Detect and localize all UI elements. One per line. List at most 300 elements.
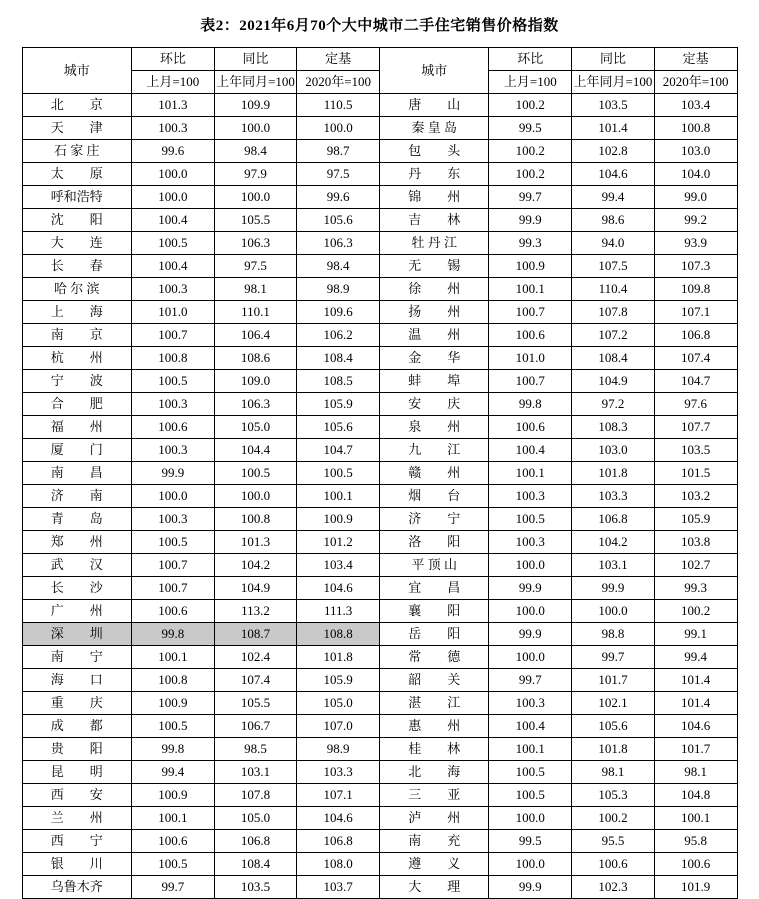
- value-base-left: 106.3: [297, 232, 380, 255]
- value-yoy-right: 104.6: [572, 163, 655, 186]
- table-body: [22, 94, 737, 899]
- value-mom-left: 100.8: [132, 669, 215, 692]
- city-name-left: 深 圳: [22, 623, 132, 646]
- value-yoy-left: 107.4: [214, 669, 297, 692]
- value-yoy-left: 108.6: [214, 347, 297, 370]
- value-mom-right: 100.0: [489, 853, 572, 876]
- value-mom-left: 100.0: [132, 186, 215, 209]
- table-row: [22, 554, 737, 577]
- value-yoy-left: 105.0: [214, 416, 297, 439]
- value-mom-left: 100.3: [132, 278, 215, 301]
- header-group-mom-left: 环比: [132, 48, 215, 71]
- value-yoy-left: 105.0: [214, 807, 297, 830]
- value-mom-left: 100.4: [132, 209, 215, 232]
- value-mom-left: 100.5: [132, 853, 215, 876]
- city-name-left: 宁 波: [22, 370, 132, 393]
- table-row: [22, 646, 737, 669]
- value-mom-left: 100.1: [132, 646, 215, 669]
- city-name-left: 北 京: [22, 94, 132, 117]
- value-base-left: 98.9: [297, 278, 380, 301]
- value-base-left: 108.0: [297, 853, 380, 876]
- city-name-right: 唐 山: [379, 94, 489, 117]
- page-title: 表2：2021年6月70个大中城市二手住宅销售价格指数: [200, 18, 559, 34]
- header-group-base-right: 定基: [654, 48, 737, 71]
- header-sub-base-left: 2020年=100: [297, 71, 380, 94]
- value-yoy-right: 98.8: [572, 623, 655, 646]
- table-row: [22, 784, 737, 807]
- value-yoy-right: 103.1: [572, 554, 655, 577]
- value-mom-left: 100.7: [132, 324, 215, 347]
- value-base-right: 102.7: [654, 554, 737, 577]
- value-yoy-left: 100.0: [214, 117, 297, 140]
- value-base-left: 103.4: [297, 554, 380, 577]
- value-base-left: 98.4: [297, 255, 380, 278]
- value-mom-right: 99.9: [489, 209, 572, 232]
- value-base-right: 99.4: [654, 646, 737, 669]
- value-mom-left: 100.8: [132, 347, 215, 370]
- city-name-right: 蚌 埠: [379, 370, 489, 393]
- city-name-left: 沈 阳: [22, 209, 132, 232]
- value-mom-left: 100.0: [132, 163, 215, 186]
- value-yoy-right: 110.4: [572, 278, 655, 301]
- value-yoy-right: 104.2: [572, 531, 655, 554]
- value-base-right: 101.5: [654, 462, 737, 485]
- value-yoy-left: 109.9: [214, 94, 297, 117]
- value-yoy-right: 107.8: [572, 301, 655, 324]
- value-mom-right: 100.5: [489, 784, 572, 807]
- city-name-left: 重 庆: [22, 692, 132, 715]
- value-mom-left: 100.6: [132, 416, 215, 439]
- value-mom-right: 100.0: [489, 646, 572, 669]
- value-yoy-right: 103.3: [572, 485, 655, 508]
- value-yoy-right: 99.9: [572, 577, 655, 600]
- table-row: [22, 347, 737, 370]
- value-base-right: 107.1: [654, 301, 737, 324]
- value-mom-left: 100.7: [132, 577, 215, 600]
- city-name-left: 成 都: [22, 715, 132, 738]
- city-name-left: 长 沙: [22, 577, 132, 600]
- value-yoy-right: 106.8: [572, 508, 655, 531]
- value-yoy-left: 104.4: [214, 439, 297, 462]
- value-yoy-right: 102.1: [572, 692, 655, 715]
- city-name-right: 常 德: [379, 646, 489, 669]
- value-base-right: 99.1: [654, 623, 737, 646]
- value-yoy-right: 98.6: [572, 209, 655, 232]
- city-name-right: 岳 阳: [379, 623, 489, 646]
- value-base-left: 104.6: [297, 807, 380, 830]
- value-yoy-left: 106.7: [214, 715, 297, 738]
- value-base-right: 104.8: [654, 784, 737, 807]
- value-yoy-left: 106.4: [214, 324, 297, 347]
- table-row: [22, 94, 737, 117]
- table-row: [22, 508, 737, 531]
- table-row: [22, 462, 737, 485]
- value-mom-right: 100.5: [489, 508, 572, 531]
- value-yoy-left: 105.5: [214, 209, 297, 232]
- city-name-left: 济 南: [22, 485, 132, 508]
- header-city-right: 城市: [379, 48, 489, 94]
- value-yoy-right: 100.2: [572, 807, 655, 830]
- value-yoy-left: 104.2: [214, 554, 297, 577]
- value-base-left: 108.8: [297, 623, 380, 646]
- value-base-left: 101.2: [297, 531, 380, 554]
- value-mom-right: 100.3: [489, 692, 572, 715]
- value-base-left: 100.1: [297, 485, 380, 508]
- value-mom-left: 101.3: [132, 94, 215, 117]
- city-name-right: 包 头: [379, 140, 489, 163]
- city-name-right: 韶 关: [379, 669, 489, 692]
- city-name-right: 济 宁: [379, 508, 489, 531]
- city-name-right: 湛 江: [379, 692, 489, 715]
- value-base-left: 108.5: [297, 370, 380, 393]
- city-name-right: 平 顶 山: [379, 554, 489, 577]
- city-name-right: 秦 皇 岛: [379, 117, 489, 140]
- city-name-left: 南 京: [22, 324, 132, 347]
- value-mom-right: 99.8: [489, 393, 572, 416]
- value-base-left: 104.7: [297, 439, 380, 462]
- value-yoy-left: 100.0: [214, 485, 297, 508]
- value-base-right: 100.2: [654, 600, 737, 623]
- value-base-right: 99.2: [654, 209, 737, 232]
- city-name-left: 乌鲁木齐: [22, 876, 132, 899]
- value-yoy-right: 105.3: [572, 784, 655, 807]
- city-name-left: 昆 明: [22, 761, 132, 784]
- city-name-right: 丹 东: [379, 163, 489, 186]
- table-row: [22, 186, 737, 209]
- city-name-left: 大 连: [22, 232, 132, 255]
- header-sub-yoy-left: 上年同月=100: [214, 71, 297, 94]
- value-yoy-right: 99.7: [572, 646, 655, 669]
- table-row: [22, 853, 737, 876]
- header-row-top: [22, 48, 737, 71]
- value-yoy-left: 113.2: [214, 600, 297, 623]
- value-mom-right: 99.7: [489, 186, 572, 209]
- city-name-left: 广 州: [22, 600, 132, 623]
- value-mom-right: 100.4: [489, 715, 572, 738]
- table-row: [22, 255, 737, 278]
- value-yoy-right: 108.4: [572, 347, 655, 370]
- header-group-yoy-right: 同比: [572, 48, 655, 71]
- table-row: [22, 692, 737, 715]
- city-name-right: 南 充: [379, 830, 489, 853]
- value-mom-right: 100.0: [489, 600, 572, 623]
- city-name-right: 安 庆: [379, 393, 489, 416]
- city-name-left: 哈 尔 滨: [22, 278, 132, 301]
- value-base-right: 101.4: [654, 692, 737, 715]
- table-row: [22, 830, 737, 853]
- table-row: [22, 669, 737, 692]
- value-mom-right: 100.5: [489, 761, 572, 784]
- value-base-left: 98.7: [297, 140, 380, 163]
- city-name-left: 银 川: [22, 853, 132, 876]
- value-yoy-left: 106.3: [214, 232, 297, 255]
- value-mom-right: 100.7: [489, 370, 572, 393]
- value-yoy-right: 102.8: [572, 140, 655, 163]
- value-mom-left: 100.5: [132, 531, 215, 554]
- value-mom-left: 99.8: [132, 623, 215, 646]
- city-name-left: 武 汉: [22, 554, 132, 577]
- value-yoy-right: 108.3: [572, 416, 655, 439]
- city-name-left: 兰 州: [22, 807, 132, 830]
- value-yoy-left: 98.1: [214, 278, 297, 301]
- value-base-left: 111.3: [297, 600, 380, 623]
- city-name-left: 西 安: [22, 784, 132, 807]
- value-mom-right: 100.7: [489, 301, 572, 324]
- table-row: [22, 738, 737, 761]
- city-name-left: 西 宁: [22, 830, 132, 853]
- city-name-right: 无 锡: [379, 255, 489, 278]
- value-yoy-left: 109.0: [214, 370, 297, 393]
- value-mom-right: 100.0: [489, 807, 572, 830]
- value-yoy-left: 98.5: [214, 738, 297, 761]
- value-base-right: 100.8: [654, 117, 737, 140]
- value-base-left: 108.4: [297, 347, 380, 370]
- value-base-left: 100.5: [297, 462, 380, 485]
- value-mom-right: 100.0: [489, 554, 572, 577]
- city-name-left: 海 口: [22, 669, 132, 692]
- value-base-right: 100.1: [654, 807, 737, 830]
- header-sub-base-right: 2020年=100: [654, 71, 737, 94]
- city-name-left: 贵 阳: [22, 738, 132, 761]
- value-mom-right: 99.9: [489, 577, 572, 600]
- value-base-right: 107.3: [654, 255, 737, 278]
- city-name-left: 天 津: [22, 117, 132, 140]
- value-mom-right: 100.1: [489, 278, 572, 301]
- value-base-right: 109.8: [654, 278, 737, 301]
- table-row: [22, 416, 737, 439]
- value-yoy-right: 98.1: [572, 761, 655, 784]
- city-name-right: 泉 州: [379, 416, 489, 439]
- value-yoy-right: 103.5: [572, 94, 655, 117]
- value-yoy-right: 101.7: [572, 669, 655, 692]
- value-base-left: 105.9: [297, 669, 380, 692]
- value-base-right: 98.1: [654, 761, 737, 784]
- city-name-right: 吉 林: [379, 209, 489, 232]
- value-mom-right: 99.5: [489, 830, 572, 853]
- value-base-left: 103.7: [297, 876, 380, 899]
- table-row: [22, 163, 737, 186]
- value-base-left: 100.9: [297, 508, 380, 531]
- value-yoy-right: 105.6: [572, 715, 655, 738]
- value-base-left: 103.3: [297, 761, 380, 784]
- value-base-left: 105.6: [297, 416, 380, 439]
- city-name-right: 赣 州: [379, 462, 489, 485]
- city-name-left: 厦 门: [22, 439, 132, 462]
- value-mom-left: 99.4: [132, 761, 215, 784]
- value-yoy-left: 97.9: [214, 163, 297, 186]
- value-mom-left: 100.1: [132, 807, 215, 830]
- value-yoy-right: 100.6: [572, 853, 655, 876]
- value-yoy-left: 100.0: [214, 186, 297, 209]
- value-base-right: 93.9: [654, 232, 737, 255]
- value-base-right: 107.7: [654, 416, 737, 439]
- value-base-right: 103.2: [654, 485, 737, 508]
- value-base-left: 110.5: [297, 94, 380, 117]
- header-group-yoy-left: 同比: [214, 48, 297, 71]
- value-yoy-right: 97.2: [572, 393, 655, 416]
- value-base-left: 99.6: [297, 186, 380, 209]
- value-yoy-right: 100.0: [572, 600, 655, 623]
- city-name-left: 青 岛: [22, 508, 132, 531]
- table-row: [22, 485, 737, 508]
- value-mom-right: 99.9: [489, 876, 572, 899]
- value-mom-left: 100.9: [132, 692, 215, 715]
- value-mom-right: 100.9: [489, 255, 572, 278]
- table-row: [22, 531, 737, 554]
- value-yoy-right: 95.5: [572, 830, 655, 853]
- value-yoy-left: 106.3: [214, 393, 297, 416]
- city-name-left: 呼和浩特: [22, 186, 132, 209]
- value-base-right: 103.0: [654, 140, 737, 163]
- value-mom-right: 99.5: [489, 117, 572, 140]
- value-yoy-left: 104.9: [214, 577, 297, 600]
- value-base-left: 109.6: [297, 301, 380, 324]
- value-base-left: 106.2: [297, 324, 380, 347]
- value-mom-right: 100.2: [489, 94, 572, 117]
- city-name-right: 扬 州: [379, 301, 489, 324]
- value-mom-right: 100.3: [489, 485, 572, 508]
- value-yoy-right: 101.8: [572, 462, 655, 485]
- value-yoy-left: 103.1: [214, 761, 297, 784]
- value-mom-right: 100.6: [489, 324, 572, 347]
- value-base-right: 97.6: [654, 393, 737, 416]
- city-name-right: 九 江: [379, 439, 489, 462]
- value-base-right: 101.7: [654, 738, 737, 761]
- city-name-left: 太 原: [22, 163, 132, 186]
- value-mom-right: 101.0: [489, 347, 572, 370]
- value-base-left: 100.0: [297, 117, 380, 140]
- value-yoy-right: 104.9: [572, 370, 655, 393]
- value-mom-left: 100.3: [132, 393, 215, 416]
- table-row: [22, 600, 737, 623]
- value-base-left: 98.9: [297, 738, 380, 761]
- value-base-right: 104.6: [654, 715, 737, 738]
- value-base-right: 99.0: [654, 186, 737, 209]
- value-base-left: 105.6: [297, 209, 380, 232]
- table-row: [22, 715, 737, 738]
- value-base-right: 99.3: [654, 577, 737, 600]
- value-base-right: 103.5: [654, 439, 737, 462]
- value-yoy-left: 98.4: [214, 140, 297, 163]
- city-name-left: 合 肥: [22, 393, 132, 416]
- city-name-right: 牡 丹 江: [379, 232, 489, 255]
- city-name-right: 宜 昌: [379, 577, 489, 600]
- value-mom-right: 99.3: [489, 232, 572, 255]
- value-yoy-left: 106.8: [214, 830, 297, 853]
- table-row: [22, 439, 737, 462]
- value-yoy-left: 103.5: [214, 876, 297, 899]
- value-mom-left: 100.3: [132, 117, 215, 140]
- header-sub-mom-left: 上月=100: [132, 71, 215, 94]
- value-yoy-left: 102.4: [214, 646, 297, 669]
- value-yoy-right: 101.8: [572, 738, 655, 761]
- header-group-mom-right: 环比: [489, 48, 572, 71]
- value-yoy-left: 108.7: [214, 623, 297, 646]
- value-mom-left: 99.7: [132, 876, 215, 899]
- city-name-right: 惠 州: [379, 715, 489, 738]
- value-base-left: 107.0: [297, 715, 380, 738]
- table-row: [22, 370, 737, 393]
- value-mom-left: 99.9: [132, 462, 215, 485]
- city-name-right: 桂 林: [379, 738, 489, 761]
- table-row: [22, 876, 737, 899]
- value-mom-right: 100.1: [489, 738, 572, 761]
- table-row: [22, 577, 737, 600]
- city-name-right: 洛 阳: [379, 531, 489, 554]
- value-mom-right: 100.1: [489, 462, 572, 485]
- table-row: [22, 393, 737, 416]
- value-base-right: 106.8: [654, 324, 737, 347]
- value-yoy-left: 110.1: [214, 301, 297, 324]
- city-name-right: 锦 州: [379, 186, 489, 209]
- table-row: [22, 117, 737, 140]
- value-mom-left: 100.7: [132, 554, 215, 577]
- value-yoy-right: 103.0: [572, 439, 655, 462]
- value-mom-right: 99.9: [489, 623, 572, 646]
- city-name-right: 徐 州: [379, 278, 489, 301]
- value-base-right: 104.0: [654, 163, 737, 186]
- header-sub-mom-right: 上月=100: [489, 71, 572, 94]
- value-mom-right: 100.6: [489, 416, 572, 439]
- table-row: [22, 623, 737, 646]
- city-name-left: 长 春: [22, 255, 132, 278]
- header-city-left: 城市: [22, 48, 132, 94]
- city-name-left: 南 昌: [22, 462, 132, 485]
- value-base-left: 101.8: [297, 646, 380, 669]
- value-base-left: 105.9: [297, 393, 380, 416]
- value-base-right: 95.8: [654, 830, 737, 853]
- value-mom-left: 101.0: [132, 301, 215, 324]
- header-sub-yoy-right: 上年同月=100: [572, 71, 655, 94]
- city-name-right: 襄 阳: [379, 600, 489, 623]
- value-mom-right: 100.4: [489, 439, 572, 462]
- city-name-left: 南 宁: [22, 646, 132, 669]
- value-yoy-right: 102.3: [572, 876, 655, 899]
- value-mom-left: 100.9: [132, 784, 215, 807]
- value-yoy-right: 101.4: [572, 117, 655, 140]
- table-row: [22, 761, 737, 784]
- value-yoy-left: 105.5: [214, 692, 297, 715]
- value-mom-left: 100.5: [132, 232, 215, 255]
- value-yoy-left: 97.5: [214, 255, 297, 278]
- table-row: [22, 209, 737, 232]
- table-row: [22, 807, 737, 830]
- value-yoy-right: 107.5: [572, 255, 655, 278]
- value-mom-right: 100.2: [489, 140, 572, 163]
- value-base-left: 107.1: [297, 784, 380, 807]
- table-row: [22, 140, 737, 163]
- value-base-left: 106.8: [297, 830, 380, 853]
- table-row: [22, 278, 737, 301]
- value-base-right: 104.7: [654, 370, 737, 393]
- price-index-table: [22, 47, 738, 899]
- table-row: [22, 324, 737, 347]
- value-mom-left: 100.3: [132, 439, 215, 462]
- city-name-right: 泸 州: [379, 807, 489, 830]
- city-name-right: 北 海: [379, 761, 489, 784]
- city-name-left: 郑 州: [22, 531, 132, 554]
- city-name-left: 杭 州: [22, 347, 132, 370]
- value-base-right: 105.9: [654, 508, 737, 531]
- value-yoy-right: 107.2: [572, 324, 655, 347]
- city-name-right: 三 亚: [379, 784, 489, 807]
- city-name-left: 石 家 庄: [22, 140, 132, 163]
- value-yoy-left: 108.4: [214, 853, 297, 876]
- value-mom-left: 99.6: [132, 140, 215, 163]
- table-header: [22, 48, 737, 94]
- city-name-right: 金 华: [379, 347, 489, 370]
- value-mom-left: 100.4: [132, 255, 215, 278]
